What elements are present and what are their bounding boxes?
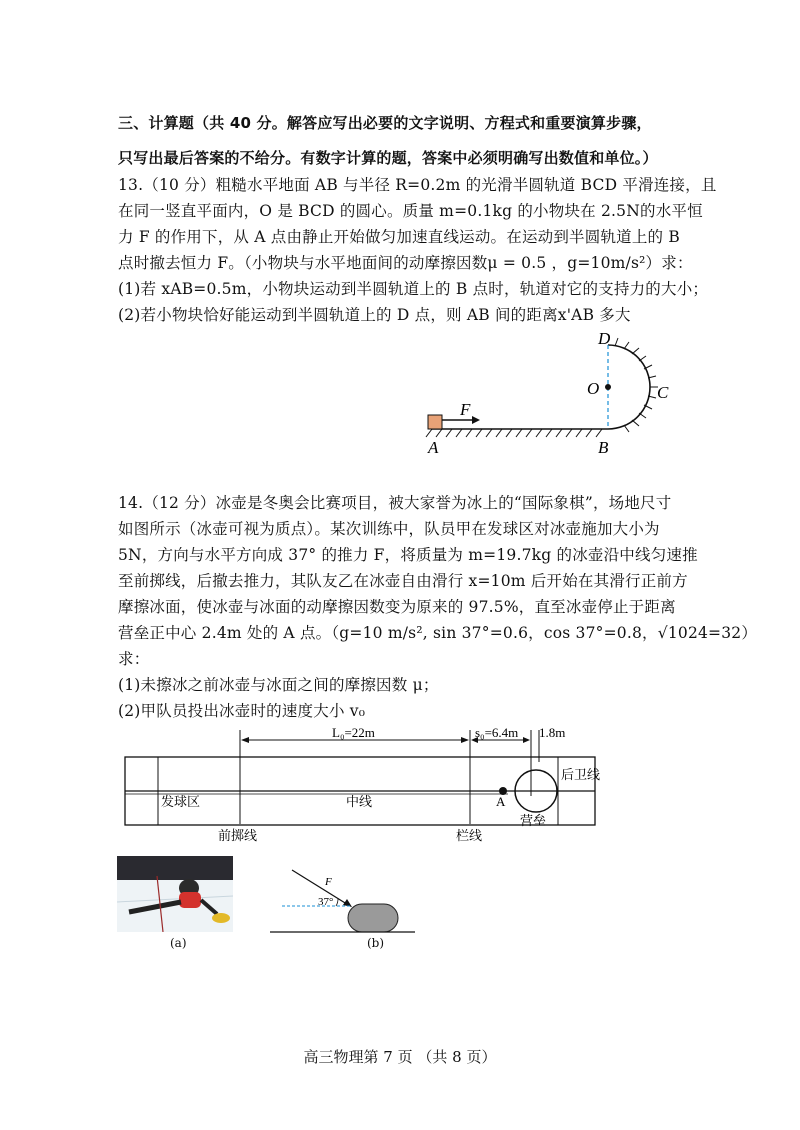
curling-photo-illustration	[117, 856, 233, 932]
label-back-line: 后卫线	[561, 767, 601, 782]
label-front-hog: 前掷线	[218, 828, 258, 843]
label-f: F	[460, 400, 471, 419]
label-b: B	[598, 438, 609, 457]
label-l0: L₀=22m	[332, 725, 375, 740]
center-point-o	[605, 384, 611, 390]
label-hog: 栏线	[456, 828, 483, 843]
force-diagram	[270, 858, 420, 952]
q14-line-5: 摩擦冰面，使冰壶与冰面的动摩擦因数变为原来的 97.5%，直至冰壶停止于距离	[118, 598, 676, 616]
q13-figure	[410, 322, 700, 462]
page-footer: 高三物理第 7 页 （共 8 页）	[303, 1048, 497, 1066]
label-a-point: A	[496, 794, 506, 809]
curling-field-figure	[118, 722, 618, 848]
q14-line-7: 求：	[118, 650, 150, 668]
label-force-f: F	[325, 876, 332, 888]
q14-line-4: 至前掷线，后撤去推力，其队友乙在冰壶自由滑行 x=10m 后开始在其滑行正前方	[118, 572, 688, 590]
label-o: O	[587, 379, 600, 398]
q14-line-1: 14.（12 分）冰壶是冬奥会比赛项目，被大家誉为冰上的“国际象棋”，场地尺寸	[118, 494, 672, 512]
caption-b: (b)	[367, 936, 385, 950]
label-s0: s₀=6.4m	[475, 725, 519, 740]
q14-line-9: (2)甲队员投出冰壶时的速度大小 v₀	[118, 702, 366, 720]
label-d: D	[598, 329, 611, 348]
label-a: A	[428, 438, 439, 457]
q13-line-5: (1)若 xAB=0.5m，小物块运动到半圆轨道上的 B 点时，轨道对它的支持力的大小；	[118, 280, 709, 298]
label-angle: 37°	[318, 896, 334, 908]
q14-line-3: 5N，方向与水平方向成 37° 的推力 F，将质量为 m=19.7kg 的冰壶沿中线匀速推	[118, 546, 698, 564]
q13-line-1: 13.（10 分）粗糙水平地面 AB 与半径 R=0.2m 的光滑半圆轨道 BCD 平滑连接，且	[118, 176, 717, 194]
label-house: 营垒	[520, 813, 547, 828]
q13-line-6: (2)若小物块恰好能运动到半圆轨道上的 D 点，则 AB 间的距离x'AB 多大	[118, 306, 631, 324]
section-header-line-1: 三、计算题（共 40 分。解答应写出必要的文字说明、方程式和重要演算步骤，	[118, 114, 652, 132]
label-center-line: 中线	[346, 794, 373, 809]
q13-line-3: 力 F 的作用下，从 A 点由静止开始做匀加速直线运动。在运动到半圆轨道上的 B	[118, 228, 680, 246]
caption-a: (a)	[170, 936, 187, 950]
ground-hatching	[426, 429, 602, 437]
label-c: C	[657, 383, 669, 402]
force-arrowhead	[472, 416, 480, 424]
q14-line-2: 如图所示（冰壶可视为质点）。某次训练中，队员甲在发球区对冰壶施加大小为	[118, 520, 660, 538]
block	[428, 415, 442, 429]
q13-line-4: 点时撤去恒力 F。（小物块与水平地面间的动摩擦因数μ = 0.5 ，g=10m/s²）求：	[118, 254, 693, 272]
section-header-line-2: 只写出最后答案的不给分。有数字计算的题，答案中必须明确写出数值和单位。）	[118, 149, 658, 167]
curling-photo	[117, 856, 233, 932]
q13-line-2: 在同一竖直平面内，O 是 BCD 的圆心。质量 m=0.1kg 的小物块在 2.5N的水平恒	[118, 202, 703, 220]
label-1-8m: 1.8m	[539, 725, 566, 740]
label-zone: 发球区	[161, 794, 201, 809]
curling-stone	[348, 904, 398, 932]
q14-line-8: (1)未擦冰之前冰壶与冰面之间的摩擦因数 μ；	[118, 676, 439, 694]
q14-line-6: 营垒正中心 2.4m 处的 A 点。（g=10 m/s², sin 37°=0.6，cos 37°=0.8，√1024=32）	[118, 624, 758, 642]
